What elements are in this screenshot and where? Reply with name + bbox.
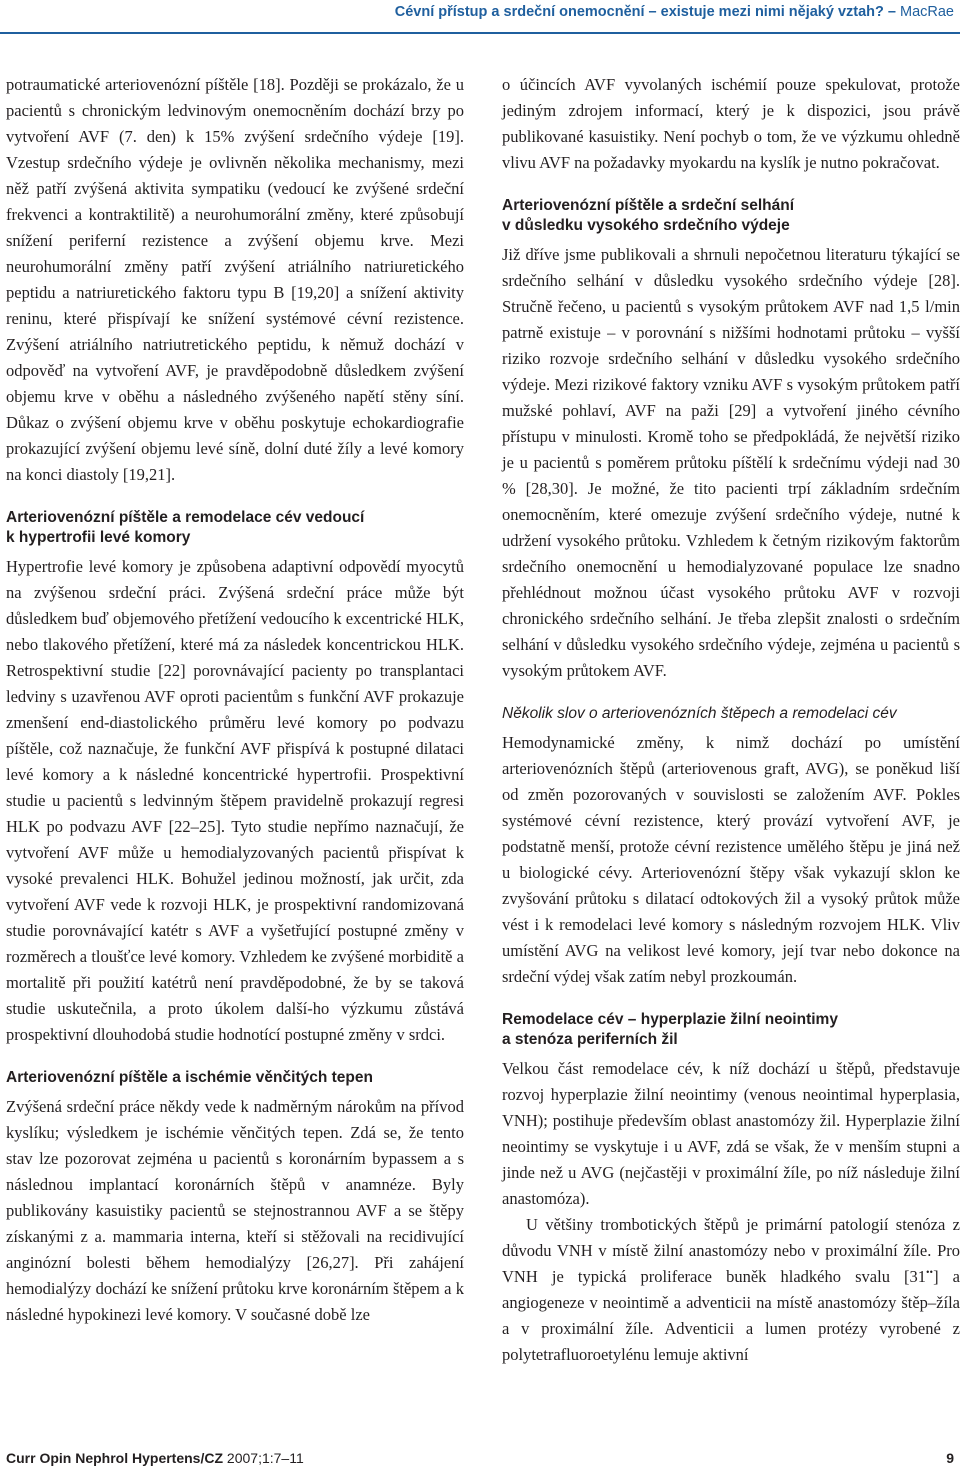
paragraph: potraumatické arteriovenózní píštěle [18]. Později se prokázalo, že u pacientů s chronickým ledvinovým onemocněním dochází brzy po vytvoření AVF (7. den) k 15% zvýšení srdečního výdeje [19]. Vzestup srdečního výdeje je ovlivněn několika mechanismy, mezi něž patří zvýšená aktivita sympatiku (vedoucí ke zvýšené srdeční frekvenci a kontraktilitě) a neurohumorální změny, které způsobují snížení periferní rezistence a zvýšení objemu krve. Mezi neurohumorální změny patří zvýšení atriálního natriuretického peptidu a natriuretického faktoru typu B [19,20] a snížení aktivity reninu, které přispívají ke snížení systémové cévní rezistence. Zvýšení atriálního natriutretického peptidu, k němuž dochází v odpověď na vytvoření AVF, je pravděpodobně důsledkem zvýšení objemu krve v oběhu a následného zvýšeného napětí stěny síní. Důkaz o zvýšení objemu krve v oběhu poskytuje echokardiografie prokazující zvýšení objemu levé síně, dolní duté žíly a levé komory na konci diastoly [19,21]. bbox=[6, 75, 464, 484]
paragraph: Hypertrofie levé komory je způsobena adaptivní odpovědí myocytů na zvýšenou srdeční práci. Zvýšená srdeční práce může být důsledkem buď objemového přetížení vedoucího k excentrické HLK, nebo tlakového přetížení, které má za následek koncentrickou HLK. Retrospektivní studie [22] porovnávající pacienty po transplantaci ledviny s uzavřenou AVF oproti pacientům s funkční AVF prokazuje zmenšení end-diastolického průměru levé komory po podvazu píštěle, což naznačuje, že funkční AVF přispívá k postupné dilataci levé komory a k následné koncentrické hypertrofii. Prospektivní studie u pacientů s ledvinným štěpem pravidelně prokazují regresi HLK po podvazu AVF [22–25]. Tyto studie nepřímo naznačují, že vytvoření AVF může u hemodialyzovaných pacientů přispívat k vysoké prevalenci HLK. Bohužel jedinou možností, jak určit, zda vytvoření AVF vede k rozvoji HLK, je prospektivní randomizovaná studie porovnávající katétr s AVF a vyšetřující postupné změny v rozměrech a tloušťce levé komory. Vzhledem ke zvýšené morbiditě a mortalitě při použití katétrů není pravděpodobné, že by se taková studie uskutečnila, a proto úkolem další-ho výzkumu zůstává prospektivní dlouhodobá studie hodnotící postupné změny v srdci. bbox=[6, 557, 464, 1044]
footer-citation bbox=[6, 1450, 304, 1466]
paragraph: Zvýšená srdeční práce někdy vede k nadměrným nárokům na přívod kyslíku; výsledkem je ischémie věnčitých tepen. Zdá se, že tento stav lze pozorovat zejména u pacientů s koronárním bypassem a s následnou implantací koronárních štěpů v anamnéze. Byly publikovány kasuistiky pacientů se stejnostrannou AVF a se štěpy získanými z a. mammaria interna, kteří si stěžovali na recidivující anginózní bolesti během hemodialýzy [26,27]. Při zahájení hemodialýzy dochází ke snížení průtoku krve koronárním štěpem a k následné hypokinezi levé komory. V současné době lze bbox=[6, 1097, 464, 1324]
footer-volume: 2007;1:7–11 bbox=[223, 1450, 304, 1466]
paragraph bbox=[502, 1212, 960, 1368]
left-column bbox=[6, 72, 464, 1328]
section-heading bbox=[502, 196, 960, 236]
section-heading bbox=[502, 1010, 960, 1050]
page-number: 9 bbox=[946, 1450, 954, 1466]
section-heading-line: v důsledku vysokého srdečního výdeje bbox=[502, 217, 790, 234]
section-heading-line: Arteriovenózní píštěle a srdeční selhání bbox=[502, 197, 795, 214]
reference-marker: •• bbox=[926, 1267, 934, 1279]
running-header-separator: – bbox=[883, 4, 900, 20]
section-heading bbox=[6, 508, 464, 548]
paragraph: o účincích AVF vyvolaných ischémií pouze spekulovat, protože jediným zdrojem informací, který je k dispozici, jsou právě publikované kasuistiky. Není pochyb o tom, že ve výzkumu ohledně vlivu AVF na požadavky myokardu na kyslík je nutno pokračovat. bbox=[502, 75, 960, 172]
paragraph: Již dříve jsme publikovali a shrnuli nepočetnou literaturu týkající se srdečního selhání v důsledku vysokého srdečního výdeje [28]. Stručně řečeno, u pacientů s vysokým průtokem AVF nad 1,5 l/min patrně existuje – v porovnání s nižšími hodnotami průtoku – vyšší riziko rozvoje srdečního selhání v důsledku vysokého srdečního výdeje. Mezi rizikové faktory vzniku AVF s vysokým průtokem patří mužské pohlaví, AVF na paži [29] a vytvoření jiného cévního přístupu v minulosti. Kromě toho se předpokládá, že největší riziko je u pacientů s poměrem průtoku píštělí k srdečnímu výdeji nad 30 % [28,30]. Je možné, že tito pacienti trpí základním srdečním onemocněním, které omezuje zvýšení srdečního výdeje, nutné k udržení vysokého průtoku. Vzhledem k četným rizikovým faktorům srdečního onemocnění u hemodialyzované populace lze snadno přehlédnout možnou účast vysokého průtoku AVF v rozvoji chronického srdečního selhání. Je třeba zlepšit znalosti o srdečním selhání v důsledku vysokého srdečního výdeje, zejména u pacientů s vysokým průtokem AVF. bbox=[502, 245, 960, 680]
section-heading: Arteriovenózní píštěle a ischémie věnčitých tepen bbox=[6, 1069, 373, 1086]
section-heading: Několik slov o arteriovenózních štěpech a remodelaci cév bbox=[502, 705, 897, 722]
section-heading-line: Remodelace cév – hyperplazie žilní neointimy bbox=[502, 1011, 838, 1028]
paragraph-text: ] a angiogeneze v neointimě a adventicii na místě anastomózy štěp–žíla a v proximální žíle. Adventicii a lumen protézy vyrobené z polytetrafluoroetylénu lemuje aktivní bbox=[502, 1267, 960, 1364]
header-rule bbox=[0, 32, 960, 34]
footer-journal: Curr Opin Nephrol Hypertens/CZ bbox=[6, 1450, 224, 1466]
paragraph: Hemodynamické změny, k nimž dochází po umístění arteriovenózních štěpů (arteriovenous graft, AVG), se poněkud liší od změn pozorovaných v souvislosti se založením AVF. Pokles systémové cévní rezistence, který provází vytvoření AVF, je podstatně menší, protože cévní rezistence umělého štěpu je jiná než u biologické cévy. Arteriovenózní štěpy však vykazují sklon ke zvyšování průtoku s dilatací odtokových žil a vysoký průtok může vést i k remodelaci levé komory s následným rozvojem HLK. Vliv umístění AVG na velikost levé komory, její tvar nebo dokonce na srdeční výdej však zatím nebyl prozkoumán. bbox=[502, 733, 960, 986]
paragraph-text: U většiny trombotických štěpů je primární patologií stenóza z důvodu VNH v místě žilní anastomózy nebo v proximální žíle. Pro VNH je typická proliferace buněk hladkého svalu [31 bbox=[502, 1215, 960, 1286]
running-header-title: Cévní přístup a srdeční onemocnění – existuje mezi nimi nějaký vztah? bbox=[394, 4, 884, 20]
section-heading-line: Arteriovenózní píštěle a remodelace cév vedoucí bbox=[6, 509, 365, 526]
section-heading-line: a stenóza periferních žil bbox=[502, 1031, 678, 1048]
section-heading-line: k hypertrofii levé komory bbox=[6, 529, 191, 546]
running-header bbox=[395, 4, 954, 20]
paragraph: Velkou část remodelace cév, k níž dochází u štěpů, představuje rozvoj hyperplazie žilní neointimy (venous neointimal hyperplasia, VNH); postihuje především oblast anastomózy žil. Hyperplazie žilní neointimy se vyskytuje i u AVF, zdá se však, že v menším stupni a jinde než u AVG (nejčastěji v proximální žíle, po níž následuje žilní anastomóza). bbox=[502, 1059, 960, 1208]
running-header-author: MacRae bbox=[900, 4, 954, 20]
right-column bbox=[502, 72, 960, 1368]
